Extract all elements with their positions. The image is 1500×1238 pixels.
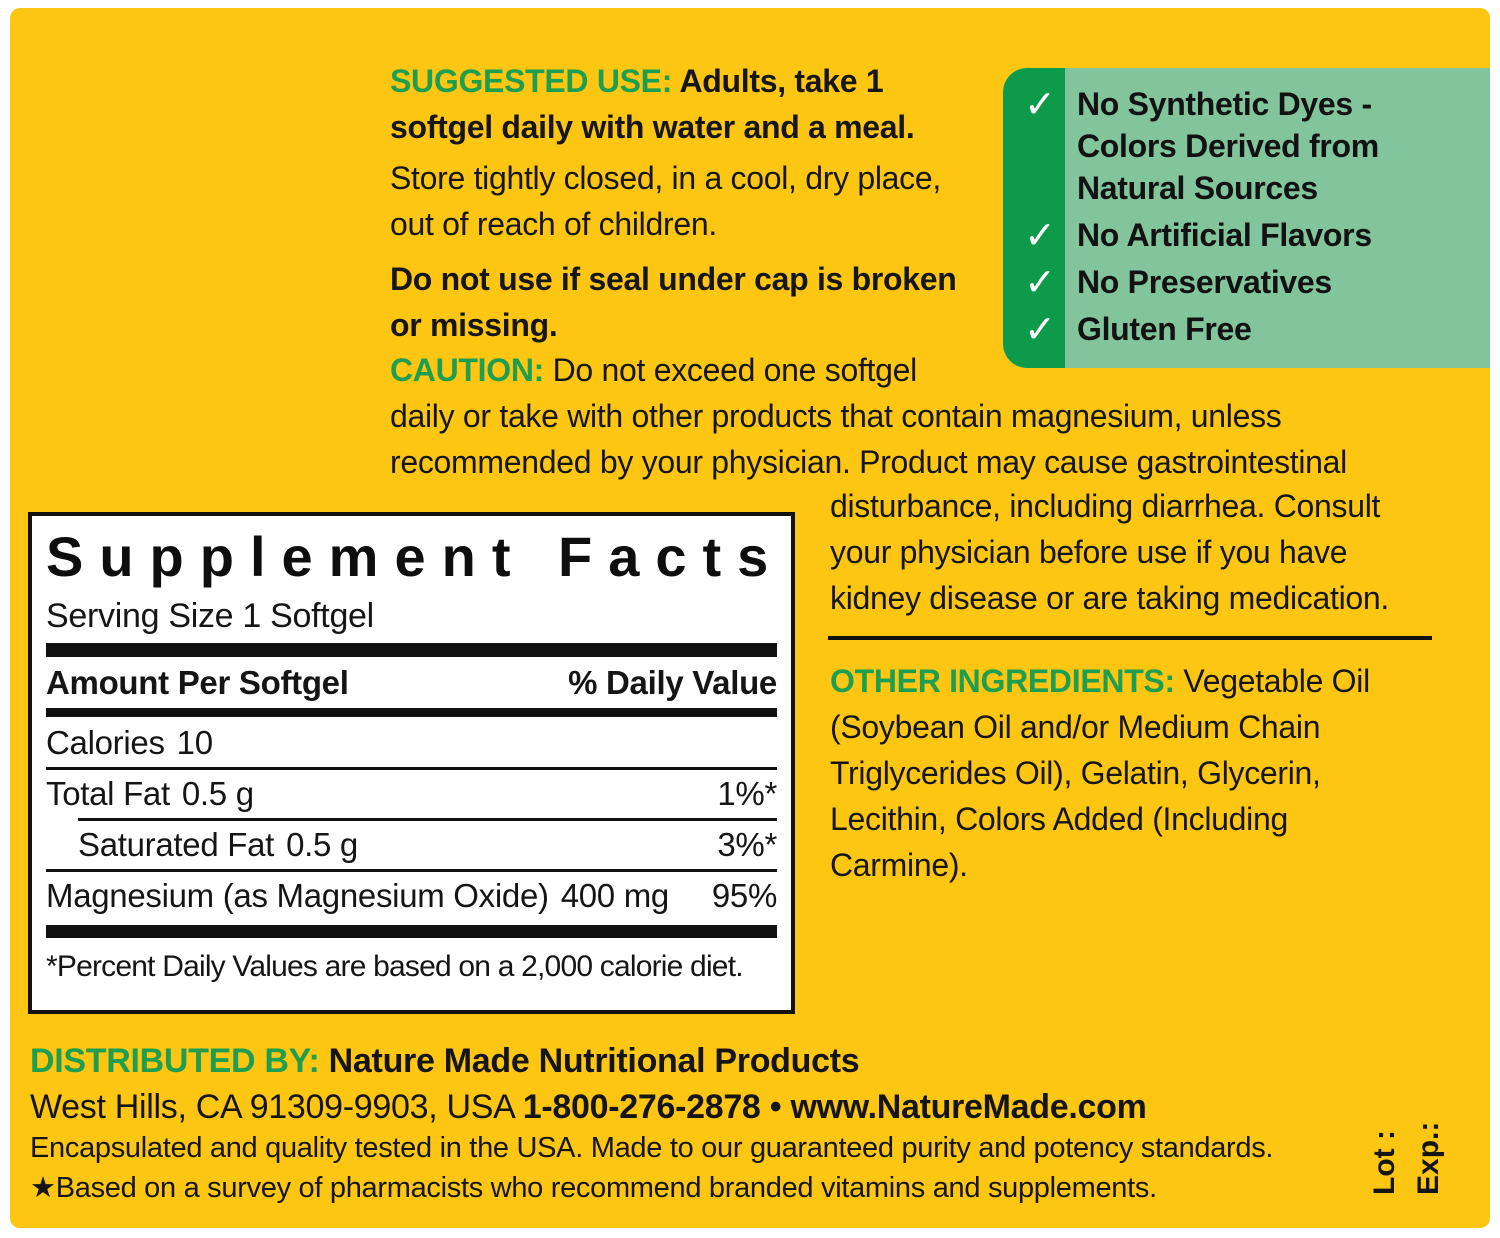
checklist-item-label <box>1077 83 1379 209</box>
caution-text: Do not exceed one softgel <box>544 352 917 388</box>
website-url: www.NatureMade.com <box>781 1088 1147 1126</box>
amount-per-softgel-header: Amount Per Softgel <box>46 664 349 701</box>
checklist-items <box>1003 68 1490 350</box>
exp-label: Exp.: <box>1412 1121 1445 1195</box>
facts-header-row <box>46 660 777 706</box>
row-left <box>46 872 669 920</box>
suggested-use-text: Adults, take 1 <box>672 63 884 99</box>
benefits-checklist-box <box>1003 68 1490 368</box>
nutrient-name: Saturated Fat <box>78 826 275 863</box>
caution-section-continued <box>830 483 1389 621</box>
nutrient-dv: 3%* <box>717 826 777 863</box>
daily-value-footnote: *Percent Daily Values are based on a 2,000 calorie diet. <box>46 950 743 983</box>
checklist-item-label: No Artificial Flavors <box>1077 217 1372 253</box>
seal-warning-line: Do not use if seal under cap is broken <box>390 261 957 297</box>
suggested-use-heading: SUGGESTED USE: <box>390 63 673 99</box>
caution-heading: CAUTION: <box>390 352 545 388</box>
quality-statement: Encapsulated and quality tested in the USA. Made to our guaranteed purity and potency standards. <box>30 1132 1274 1164</box>
caution-line: your physician before use if you have <box>830 534 1348 570</box>
check-icon: ✓ <box>1024 307 1056 351</box>
storage-line: Store tightly closed, in a cool, dry place, <box>390 160 941 196</box>
other-ingredients-line: Lecithin, Colors Added (Including <box>830 801 1288 837</box>
suggested-use-line: softgel daily with water and a meal. <box>390 109 915 145</box>
seal-warning-line: or missing. <box>390 307 558 343</box>
lot-exp-labels <box>1363 1085 1459 1195</box>
caution-line <box>390 347 1347 393</box>
distributed-by-heading: DISTRIBUTED BY: <box>30 1042 320 1080</box>
nutrient-amount: 0.5 g <box>181 775 254 812</box>
check-icon: ✓ <box>1024 260 1056 304</box>
nutrient-dv: 1%* <box>717 775 777 812</box>
checklist-item-line: Colors Derived from <box>1077 128 1379 164</box>
divider-bar <box>46 643 777 657</box>
row-left <box>46 770 254 818</box>
caution-line: recommended by your physician. Product may cause gastrointestinal <box>390 444 1347 480</box>
storage-line: out of reach of children. <box>390 206 717 242</box>
other-ingredients-line: Triglycerides Oil), Gelatin, Glycerin, <box>830 755 1321 791</box>
nutrient-name: Total Fat <box>46 775 170 812</box>
distributor-contact-line <box>30 1084 1147 1130</box>
nutrient-amount: 0.5 g <box>286 826 358 863</box>
daily-value-header: % Daily Value <box>568 664 777 701</box>
suggested-use-line <box>390 58 957 104</box>
divider-bar <box>46 708 777 717</box>
other-ingredients-line: (Soybean Oil and/or Medium Chain <box>830 709 1321 745</box>
suggested-use-section <box>390 58 957 348</box>
bullet-separator: • <box>769 1088 782 1126</box>
distributor-company: Nature Made Nutritional Products <box>319 1042 860 1080</box>
checklist-item-line: Natural Sources <box>1077 170 1318 206</box>
table-row-saturated-fat <box>46 821 777 869</box>
phone-number: 1-800-276-2878 <box>522 1088 770 1126</box>
table-row-total-fat <box>46 770 777 818</box>
check-icon: ✓ <box>1024 213 1056 257</box>
divider-bar <box>46 925 777 938</box>
nutrient-amount: 400 mg <box>560 877 669 914</box>
check-icon: ✓ <box>1024 82 1056 126</box>
caution-section <box>390 347 1347 485</box>
row-left <box>46 719 213 767</box>
distributor-section <box>30 1038 1147 1130</box>
other-ingredients-section <box>830 658 1370 888</box>
other-ingredients-line: Carmine). <box>830 847 968 883</box>
caution-line: daily or take with other products that contain magnesium, unless <box>390 398 1282 434</box>
nutrient-amount: 10 <box>176 724 213 761</box>
checklist-item-label: No Preservatives <box>1077 264 1332 300</box>
pharmacist-survey-note: ★Based on a survey of pharmacists who recommend branded vitamins and supplements. <box>30 1172 1157 1204</box>
supplement-facts-panel <box>28 512 795 1014</box>
section-divider-line <box>828 636 1432 640</box>
checklist-item-no-synthetic-dyes <box>1003 83 1490 209</box>
fine-print-section <box>30 1128 1273 1208</box>
other-ingredients-text: Vegetable Oil <box>1174 663 1370 699</box>
caution-line: kidney disease or are taking medication. <box>830 580 1389 616</box>
other-ingredients-heading: OTHER INGREDIENTS: <box>830 663 1175 699</box>
supplement-facts-title: Supplement Facts <box>46 525 785 588</box>
serving-size: Serving Size 1 Softgel <box>46 597 374 635</box>
lot-label: Lot : <box>1368 1130 1401 1195</box>
table-row-magnesium <box>46 872 777 920</box>
nutrient-name: Calories <box>46 724 165 761</box>
distributor-address: West Hills, CA 91309-9903, USA <box>30 1088 523 1126</box>
checklist-item-no-preservatives <box>1003 261 1490 303</box>
checklist-item-gluten-free <box>1003 308 1490 350</box>
distributor-line <box>30 1038 1147 1084</box>
row-left <box>78 821 358 869</box>
checklist-item-label: Gluten Free <box>1077 311 1252 347</box>
checklist-item-line: No Synthetic Dyes - <box>1077 86 1372 122</box>
table-row-calories <box>46 719 777 767</box>
caution-line: disturbance, including diarrhea. Consult <box>830 488 1381 524</box>
checklist-item-no-artificial-flavors <box>1003 214 1490 256</box>
nutrient-name: Magnesium (as Magnesium Oxide) <box>46 877 549 914</box>
other-ingredients-line <box>830 658 1370 704</box>
nutrient-dv: 95% <box>711 877 777 914</box>
